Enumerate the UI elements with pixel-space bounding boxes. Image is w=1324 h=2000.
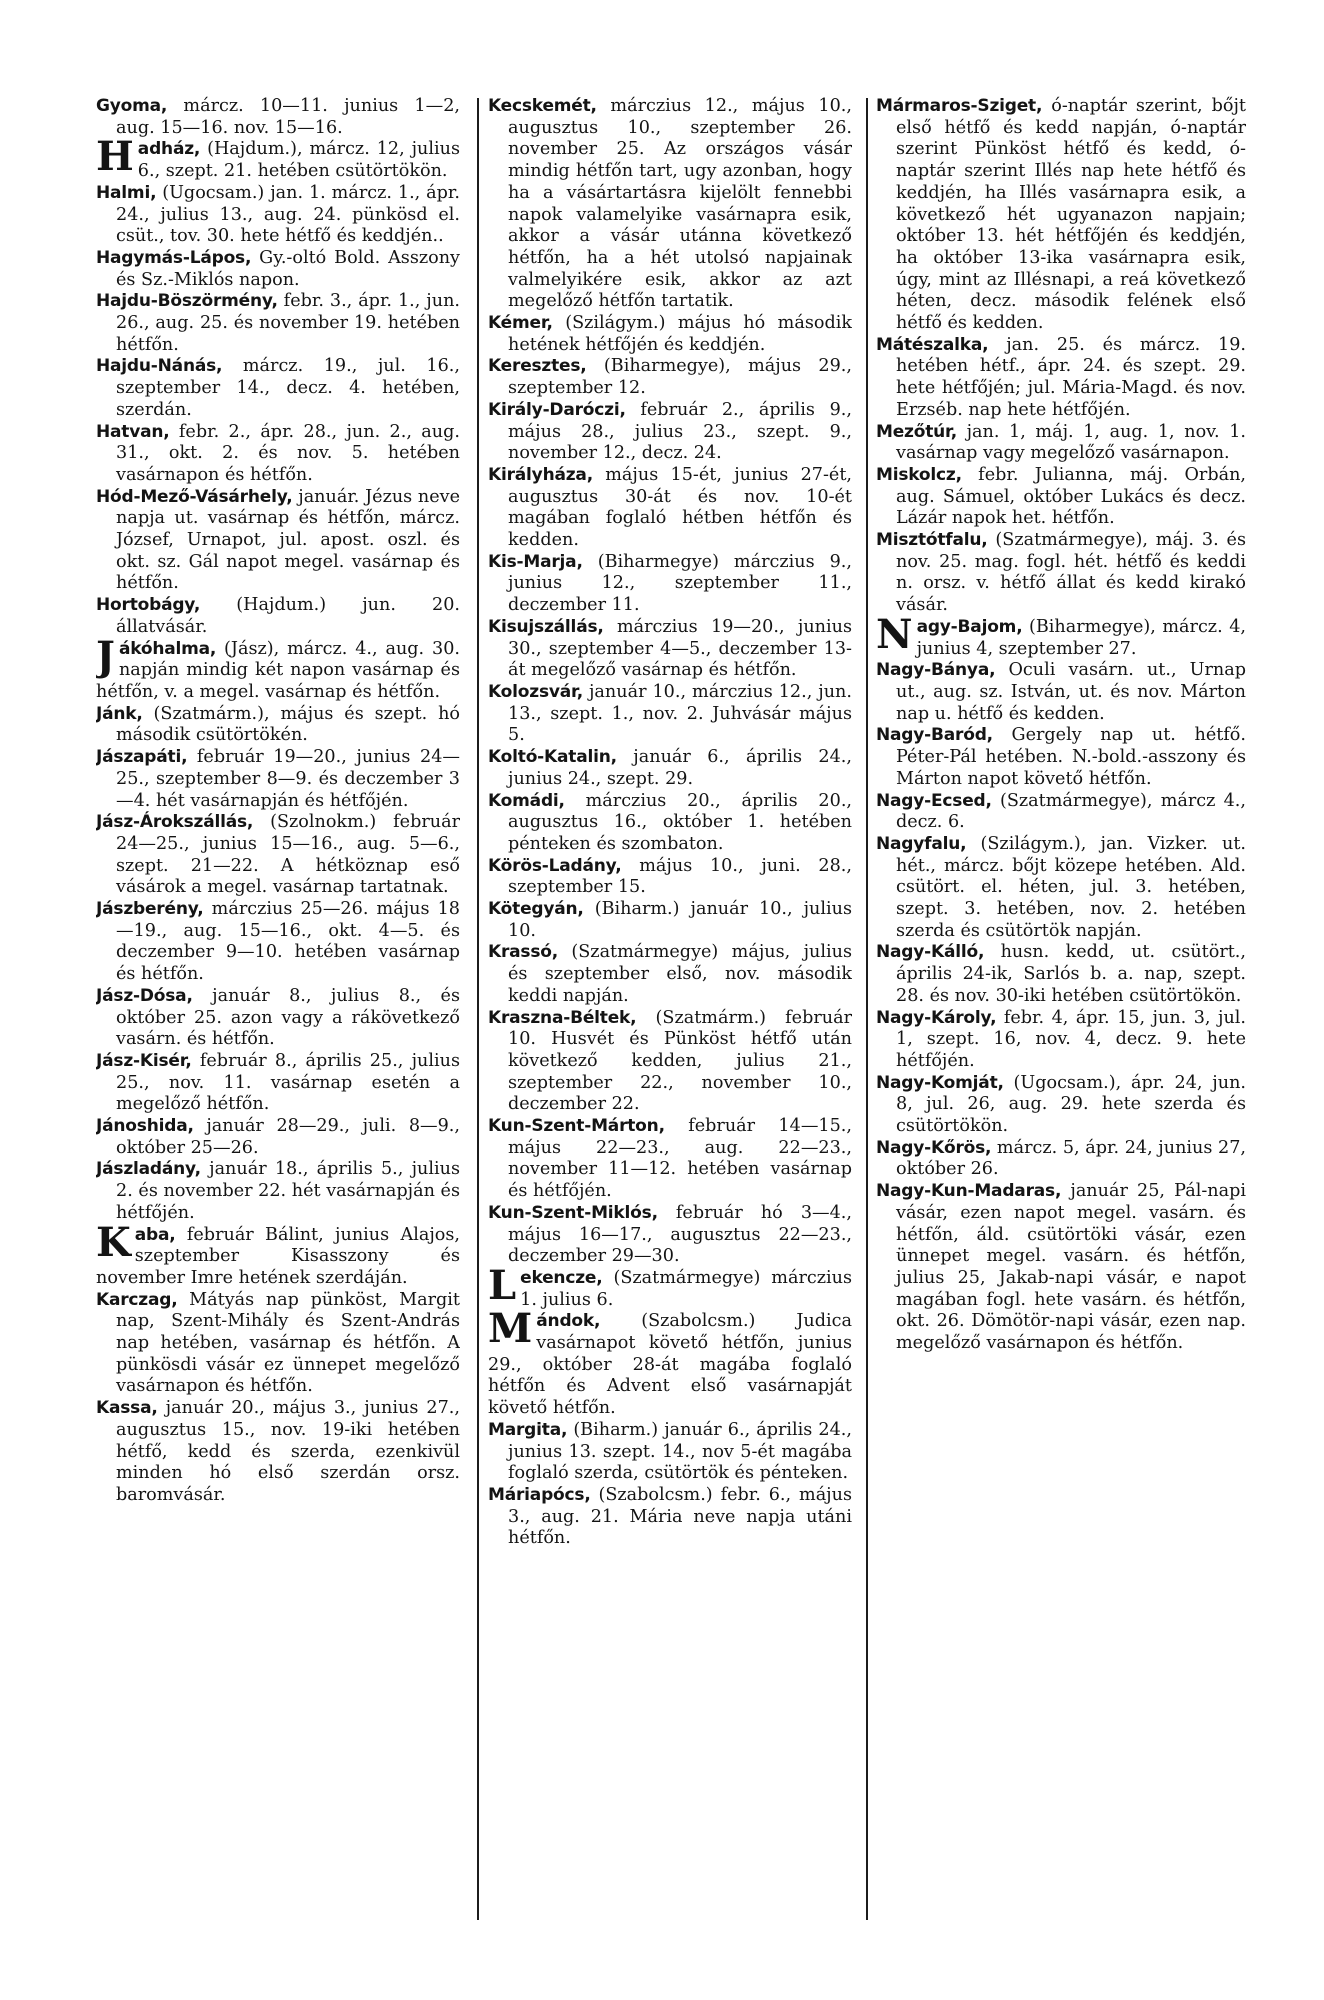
market-entry — [488, 682, 852, 747]
market-entry — [876, 725, 1246, 790]
market-entry — [488, 356, 852, 399]
market-dates: (Szilágym.) május hó második hetének hétfőjén és keddjén. — [508, 313, 852, 355]
market-entry — [488, 856, 852, 899]
market-dates: ó-naptár szerint, bőjt első hétfő és kedd napján, ó-naptár szerint Pünköst hétfő és kedd, ó-naptár szerint Illés nap hete hétfő és keddjén, ha Illés vasárnapra esik, a következő hét ugyanazon napjain; október 13. hét hétfőjén és keddjén, ha október 13-ika vasárnapra esik, úgy, mint az Illésnapi, a reá következő héten, decz. második felének első hétfő és kedden. — [896, 96, 1246, 334]
market-entry — [96, 812, 460, 899]
market-entry — [876, 96, 1246, 335]
market-dates: márczius 25—26. május 18—19., aug. 15—16., okt. 4—5. és deczember 9—10. hetében vasárnap és hétfőn. — [116, 899, 460, 985]
drop-initial: M — [488, 1305, 533, 1353]
market-entry — [876, 422, 1246, 465]
market-dates: (Szatmármegye), máj. 3. és nov. 25. mag. fogl. hét. hétfő és keddi n. orsz. v. hétfő állat és kedd kirakó vásár. — [896, 530, 1246, 616]
place-name: Jászberény, — [96, 899, 204, 920]
market-dates: febr. Julianna, máj. Orbán, aug. Sámuel, október Lukács és decz. Lázár napok het. hétfőn. — [896, 464, 1246, 529]
place-name: Koltó-Katalin, — [488, 747, 617, 768]
place-name: Komádi, — [488, 790, 565, 811]
place-name: Kecskemét, — [488, 96, 597, 116]
place-name: Nagy-Kálló, — [876, 942, 985, 963]
market-entry — [96, 632, 460, 704]
market-entry — [488, 791, 852, 856]
market-dates: május 15-ét, junius 27-ét, augusztus 30-át és nov. 10-ét magában foglaló hétben hétfőn és kedden. — [508, 464, 852, 551]
market-dates: márcz. 19., jul. 16., szeptember 14., decz. 4. hetében, szerdán. — [116, 356, 460, 420]
place-name: Nagy-Károly, — [876, 1007, 997, 1028]
market-dates: (Szabolcsm.) Judica vasárnapot követő hétfőn, junius 29., október 28-át magába foglaló hétfőn és Advent első vasárnapját követő hétfőn. — [488, 1311, 852, 1419]
market-dates: (Biharm.) január 6., április 24., junius 13. szept. 14., nov 5-ét magába foglaló szerda, csütörtök és pénteken. — [508, 1419, 852, 1484]
market-entry — [96, 1051, 460, 1116]
market-entry — [96, 1218, 460, 1290]
market-dates: (Szatmármegye) május, julius és szeptember első, nov. második keddi napján. — [508, 942, 852, 1006]
market-entry — [876, 1008, 1246, 1073]
place-name: Nagy-Baród, — [876, 725, 993, 746]
market-dates: (Szatmárm.), május és szept. hó második csütörtökén. — [116, 703, 460, 746]
place-name: Kémer, — [488, 313, 553, 334]
place-name: Jász-Kisér, — [96, 1050, 192, 1071]
market-dates: (Biharmegye) márczius 9., junius 12., szeptember 11., deczember 11. — [508, 551, 852, 616]
place-name: Kun-Szent-Márton, — [488, 1116, 665, 1137]
market-entry — [96, 747, 460, 812]
market-dates: márcz. 5, ápr. 24, junius 27, október 26. — [896, 1137, 1246, 1180]
drop-initial: H — [96, 133, 134, 181]
market-dates: (Szabolcsm.) febr. 6., május 3., aug. 21. Mária neve napja utáni hétfőn. — [508, 1485, 852, 1549]
market-dates: Gy.-oltó Bold. Asszony és Sz.-Miklós napon. — [116, 247, 460, 290]
market-dates: márcz. 10—11. junius 1—2, aug. 15—16. nov. 15—16. — [116, 96, 460, 138]
market-dates: (Jász), márcz. 4., aug. 30. napján mindig két napon vasárnap és hétfőn, v. a megel. vasárnap és hétfőn. — [96, 638, 460, 702]
market-entry — [488, 313, 852, 356]
market-entry — [488, 617, 852, 682]
market-dates: jan. 1, máj. 1, aug. 1, nov. 1. vasárnap vagy megelőző vasárnapon. — [896, 421, 1246, 464]
market-entry — [96, 595, 460, 638]
market-entry — [876, 1138, 1246, 1181]
market-dates: május 10., juni. 28., szeptember 15. — [508, 855, 852, 898]
place-name: Kolozsvár, — [488, 681, 583, 702]
place-name: Király-Daróczi, — [488, 399, 626, 420]
market-dates: (Szatmármegye), márcz 4., decz. 6. — [896, 790, 1246, 833]
place-name: ándok, — [536, 1311, 601, 1332]
market-dates: márczius 12., május 10., augusztus 10., szeptember 26. november 25. Az országos vásár mindig hétfőn tart, ugy azonban, hogy ha a vásártartásra kijelölt fennebbi napok valamelyike vasárnapra esik, akkor a vásár utánna következő hétfőn, ha a hét utolsó napjainak valmelyikére esik, akkor az azt megelőző hétfőn tartatik. — [508, 96, 852, 312]
place-name: Nagy-Kun-Madaras, — [876, 1181, 1062, 1202]
market-dates: husn. kedd, ut. csütört., április 24-ik, Sarlós b. a. nap, szept. 28. és nov. 30-iki hetében csütörtökön. — [896, 942, 1246, 1006]
market-dates: február 14—15., május 22—23., aug. 22—23., november 11—12. hetében vasárnap és hétfőjén. — [508, 1116, 852, 1202]
market-dates: (Hajdum.) jun. 20. állatvásár. — [116, 595, 460, 637]
market-dates: január 10., márczius 12., jun. 13., szept. 1., nov. 2. Juhvásár május 5. — [508, 681, 852, 746]
market-dates: Mátyás nap pünköst, Margit nap, Szent-Mihály és Szent-András nap hetében, vasárnap és hétfőn. A pünkösdi vásár ez ünnepet megelőző vasárnapon és hétfőn. — [116, 1289, 460, 1397]
place-name: Királyháza, — [488, 464, 593, 485]
place-name: Miskolcz, — [876, 464, 962, 485]
column-1 — [96, 96, 460, 1926]
market-entry — [96, 183, 460, 248]
place-name: agy-Bajom, — [916, 616, 1023, 637]
market-dates: január 8., julius 8., és október 25. azon vagy a rákövetkező vasárn. és hétfőn. — [116, 985, 460, 1050]
market-entry — [876, 1181, 1246, 1355]
column-2 — [488, 96, 852, 1926]
market-dates: (Biharmegye), május 29., szeptember 12. — [508, 356, 852, 399]
market-entry — [488, 96, 852, 313]
market-dates: február Bálint, junius Alajos, szeptember Kisasszony és november Imre hetének szerdáján. — [96, 1224, 460, 1288]
market-entry — [488, 1485, 852, 1550]
market-dates: február 19—20., junius 24—25., szeptember 8—9. és deczember 3—4. hét vasárnapján és hétfőjén. — [116, 747, 460, 811]
market-entry — [96, 1290, 460, 1399]
place-name: Mátészalka, — [876, 334, 989, 355]
market-dates: márczius 20., április 20., augusztus 16., október 1. hetében pénteken és szombaton. — [508, 790, 852, 854]
market-dates: febr. 3., ápr. 1., jun. 26., aug. 25. és november 19. hetében hétfőn. — [116, 291, 460, 355]
market-entry — [876, 834, 1246, 943]
place-name: Kraszna-Béltek, — [488, 1007, 637, 1028]
market-dates: (Szatmárm.) február 10. Husvét és Pünköst hétfő után következő kedden, julius 21., szeptember 22., november 10., deczember 22. — [508, 1007, 852, 1115]
place-name: Hortobágy, — [96, 595, 201, 616]
drop-initial: N — [876, 610, 913, 658]
market-entry — [488, 1116, 852, 1203]
market-entry — [876, 530, 1246, 617]
drop-initial: K — [96, 1218, 131, 1266]
market-entry — [488, 1261, 852, 1311]
market-dates: január 25, Pál-napi vásár, ezen napot megel. vasárn. és hétfőn, áld. csütörtöki vásár, ezen ünnepet megel. vasárn. és hétfőn, julius 25, Jakab-napi vásár, e napot magában fogl. hete vasárn. és hétfőn, okt. 26. Dömötör-napi vásár, ezen nap. megelőző vasárnapon és hétfőn. — [896, 1181, 1246, 1354]
market-dates: (Biharm.) január 10., julius 10. — [508, 899, 852, 941]
market-entry — [96, 899, 460, 986]
place-name: Nagy-Bánya, — [876, 660, 996, 681]
market-dates: febr. 4, ápr. 15, jun. 3, jul. 1, szept. 16, nov. 4, decz. 9. hete hétfőjén. — [896, 1007, 1246, 1071]
market-dates: január 6., április 24., junius 24., szept. 29. — [508, 747, 852, 789]
place-name: Hagymás-Lápos, — [96, 247, 252, 268]
market-entry — [96, 704, 460, 747]
market-entry — [488, 400, 852, 465]
market-entry — [96, 96, 460, 139]
market-entry — [488, 1420, 852, 1485]
market-dates: (Szolnokm.) február 24—25., junius 15—16., aug. 5—6., szept. 21—22. A hétköznap eső vásárok a megel. vasárnap tartatnak. — [116, 812, 460, 898]
market-entry — [488, 552, 852, 617]
column-divider — [866, 98, 868, 1920]
place-name: Jánoshida, — [96, 1116, 194, 1137]
market-dates: január 20., május 3., junius 27., augusztus 15., nov. 19-iki hetében hétfő, kedd és szerda, ezenkivül minden hó első szerdán orsz. baromvásár. — [116, 1398, 460, 1505]
market-entry — [488, 1008, 852, 1117]
market-entry — [488, 747, 852, 790]
market-dates: febr. 2., ápr. 28., jun. 2., aug. 31., okt. 2. és nov. 5. hetében vasárnapon és hétfőn. — [116, 421, 460, 485]
market-dates: február hó 3—4., május 16—17., augusztus 22—23., deczember 29—30. — [508, 1202, 852, 1267]
place-name: Nagy-Komját, — [876, 1072, 1004, 1093]
place-name: Mezőtúr, — [876, 421, 957, 442]
place-name: ekencze, — [520, 1267, 603, 1288]
market-entry — [96, 1159, 460, 1224]
market-dates: (Hajdum.), márcz. 12, julius 6., szept. 21. hetében csütörtökön. — [137, 139, 460, 182]
market-entry — [96, 356, 460, 421]
market-entry — [488, 899, 852, 942]
market-entry — [96, 1398, 460, 1507]
market-entry — [488, 942, 852, 1007]
market-dates: január 28—29., juli. 8—9., október 25—26. — [116, 1116, 460, 1158]
column-3 — [876, 96, 1246, 1926]
place-name: Margita, — [488, 1419, 568, 1440]
market-dates: márczius 19—20., junius 30., szeptember 4—5., deczember 13-át megelőző vasárnap és hétfőn. — [508, 616, 852, 681]
place-name: Halmi, — [96, 182, 157, 203]
place-name: Nagyfalu, — [876, 833, 967, 854]
place-name: Hatvan, — [96, 421, 170, 442]
place-name: Körös-Ladány, — [488, 855, 622, 876]
market-entry — [876, 660, 1246, 725]
market-entry — [96, 133, 460, 182]
place-name: Krassó, — [488, 942, 559, 963]
market-dates: (Biharmegye), márcz. 4, junius 4, szeptember 27. — [916, 616, 1246, 659]
place-name: Hajdu-Nánás, — [96, 356, 223, 377]
place-name: Karczag, — [96, 1289, 178, 1310]
place-name: Keresztes, — [488, 356, 587, 377]
market-dates: január. Jézus neve napja ut. vasárnap és hétfőn, márcz. József, Urnapot, jul. apost. oszl. és okt. sz. Gál napot megel. vasárnap és hétfőn. — [116, 486, 460, 594]
place-name: adház, — [137, 139, 201, 160]
market-entry — [876, 1073, 1246, 1138]
place-name: Misztótfalu, — [876, 530, 988, 551]
market-dates: Oculi vasárn. ut., Urnap ut., aug. sz. István, ut. és nov. Márton nap u. hétfő és kedden. — [896, 660, 1246, 724]
market-entry — [96, 291, 460, 356]
place-name: Hajdu-Böszörmény, — [96, 291, 278, 312]
market-entry — [876, 942, 1246, 1007]
drop-initial: L — [488, 1261, 517, 1309]
market-dates: (Szatmármegye) márczius 1. julius 6. — [520, 1267, 852, 1310]
market-entry — [488, 465, 852, 552]
place-name: ákóhalma, — [118, 638, 217, 659]
place-name: Máriapócs, — [488, 1485, 591, 1505]
place-name: Jánk, — [96, 703, 143, 724]
market-entry — [488, 1305, 852, 1420]
page — [96, 96, 1246, 1926]
market-dates: február 8., április 25., julius 25., nov. 11. vasárnap esetén a megelőző hétfőn. — [116, 1050, 460, 1115]
market-entry — [96, 487, 460, 596]
place-name: Jász-Árokszállás, — [96, 812, 254, 833]
market-dates: január 18., április 5., julius 2. és november 22. hét vasárnapján és hétfőjén. — [116, 1159, 460, 1223]
column-divider — [477, 98, 479, 1920]
market-dates: február 2., április 9., május 28., julius 23., szept. 9., november 12., decz. 24. — [508, 399, 852, 464]
market-entry — [488, 1203, 852, 1268]
market-dates: (Ugocsam.) jan. 1. márcz. 1., ápr. 24., julius 13., aug. 24. pünkösd el. csüt., tov. 30. hete hétfő és keddjén.. — [116, 182, 460, 247]
market-entry — [876, 791, 1246, 834]
market-dates: Gergely nap ut. hétfő. Péter-Pál hetében. N.-bold.-asszony és Márton napot követő hétfőn. — [896, 725, 1246, 789]
place-name: Nagy-Kőrös, — [876, 1137, 992, 1158]
market-entry — [96, 986, 460, 1051]
market-entry — [96, 1116, 460, 1159]
place-name: Mármaros-Sziget, — [876, 96, 1043, 116]
place-name: Jász-Dósa, — [96, 985, 193, 1006]
place-name: Gyoma, — [96, 96, 168, 116]
place-name: Kisujszállás, — [488, 616, 604, 637]
market-dates: (Szilágym.), jan. Vizker. ut. hét., márcz. bőjt közepe hetében. Ald. csütört. el. héten, jul. 3. hetében, szept. 3. hetében, nov. 2. hetében szerda és csütörtök napján. — [896, 833, 1246, 941]
market-entry — [876, 335, 1246, 422]
market-entry — [96, 422, 460, 487]
place-name: Jászapáti, — [96, 747, 188, 768]
place-name: Hód-Mező-Vásárhely, — [96, 486, 293, 507]
place-name: Kis-Marja, — [488, 551, 583, 572]
place-name: Kötegyán, — [488, 899, 584, 920]
place-name: Kassa, — [96, 1398, 158, 1419]
drop-initial: J — [96, 632, 115, 680]
market-entry — [96, 248, 460, 291]
place-name: Jászladány, — [96, 1159, 201, 1180]
market-dates: (Ugocsam.), ápr. 24, jun. 8, jul. 26, aug. 29. hete szerda és csütörtökön. — [896, 1072, 1246, 1137]
place-name: aba, — [134, 1224, 176, 1245]
place-name: Kun-Szent-Miklós, — [488, 1202, 658, 1223]
market-entry — [876, 465, 1246, 530]
place-name: Nagy-Ecsed, — [876, 790, 992, 811]
market-entry — [876, 610, 1246, 660]
market-dates: jan. 25. és márcz. 19. hetében hétf., ápr. 24. és szept. 29. hete hétfőjén; jul. Mária-Magd. és nov. Erzséb. nap hete hétfőjén. — [896, 334, 1246, 420]
